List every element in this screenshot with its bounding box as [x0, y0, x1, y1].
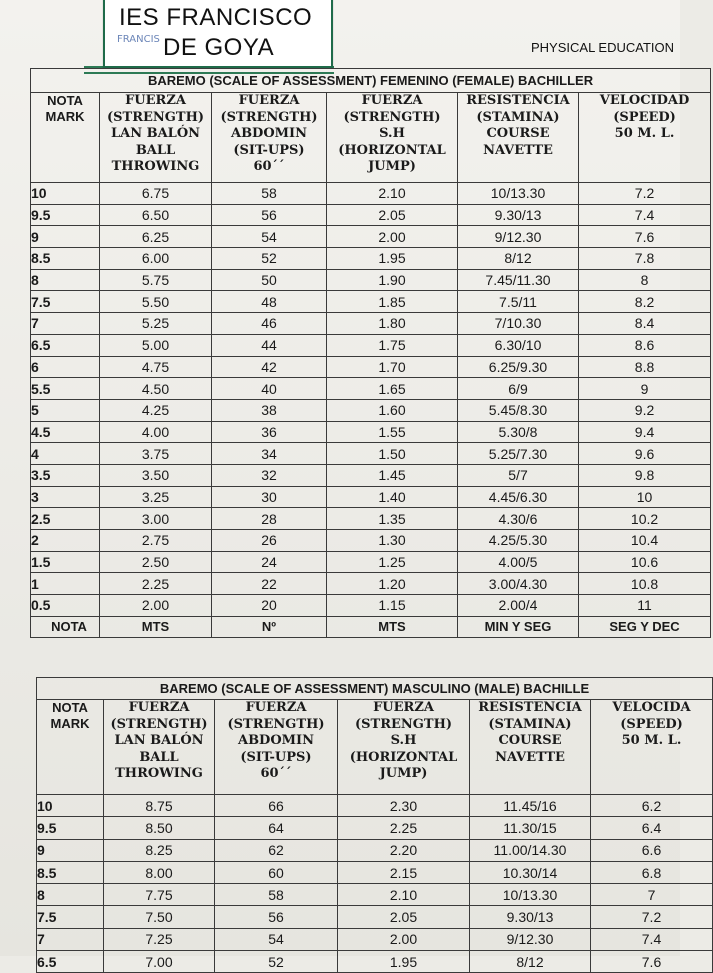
header-line: MARK — [50, 716, 90, 731]
column-header — [458, 93, 579, 183]
value-cell: 6.4 — [591, 817, 713, 839]
male-assessment-table — [36, 677, 713, 973]
value-cell: 5.45/8.30 — [458, 399, 579, 421]
value-cell: 8.6 — [579, 334, 711, 356]
header-line: BALL — [139, 749, 179, 765]
header-line: THROWING — [111, 159, 200, 174]
table-row — [31, 399, 711, 421]
value-cell: 7.00 — [104, 951, 215, 973]
header-line: (HORIZONTAL — [349, 749, 458, 765]
header-line: THROWING — [115, 766, 203, 781]
value-cell: 6.25/9.30 — [458, 356, 579, 378]
header-line: FUERZA — [245, 700, 307, 715]
mark-cell: 2.5 — [31, 508, 100, 530]
mark-cell: 3.5 — [31, 464, 100, 486]
value-cell: 4.45/6.30 — [458, 486, 579, 508]
value-cell: 8.25 — [104, 839, 215, 861]
value-cell: 64 — [215, 817, 338, 839]
value-cell: 36 — [212, 421, 327, 443]
value-cell: 10/13.30 — [470, 884, 591, 906]
value-cell: 6.50 — [100, 204, 212, 226]
value-cell: 6.75 — [100, 183, 212, 205]
header-line: NAVETTE — [495, 749, 565, 765]
header-line: COURSE — [486, 126, 550, 141]
value-cell: 40 — [212, 378, 327, 400]
mark-cell: 6.5 — [31, 334, 100, 356]
value-cell: 50 — [212, 269, 327, 291]
value-cell: 7.5/11 — [458, 291, 579, 313]
header-line: (STAMINA) — [488, 716, 572, 732]
header-line: FUERZA — [128, 700, 190, 715]
school-name-line2: DE GOYA — [163, 34, 275, 61]
header-line: JUMP) — [379, 766, 428, 781]
table-row — [37, 884, 713, 906]
value-cell: 1.85 — [327, 291, 458, 313]
value-cell: 1.80 — [327, 313, 458, 335]
value-cell: 8.4 — [579, 313, 711, 335]
value-cell: 24 — [212, 551, 327, 573]
value-cell: 52 — [215, 951, 338, 973]
value-cell: 30 — [212, 486, 327, 508]
value-cell: 2.75 — [100, 530, 212, 552]
value-cell: 4.25/5.30 — [458, 530, 579, 552]
column-header — [100, 93, 212, 183]
value-cell: 1.25 — [327, 551, 458, 573]
school-name-line1: IES FRANCISCO — [119, 4, 313, 31]
caption-row — [37, 678, 713, 700]
value-cell: 9 — [579, 378, 711, 400]
value-cell: 8/12 — [458, 248, 579, 270]
value-cell: 58 — [212, 183, 327, 205]
table-row — [37, 839, 713, 861]
value-cell: 44 — [212, 334, 327, 356]
table-row — [31, 464, 711, 486]
mark-cell: 1.5 — [31, 551, 100, 573]
value-cell: 1.75 — [327, 334, 458, 356]
mark-cell: 5.5 — [31, 378, 100, 400]
header-line: MARK — [45, 109, 85, 124]
value-cell: 26 — [212, 530, 327, 552]
value-cell: 8.00 — [104, 861, 215, 883]
unit-cell: MIN Y SEG — [458, 616, 579, 637]
value-cell: 3.00/4.30 — [458, 573, 579, 595]
unit-cell: Nº — [212, 616, 327, 637]
mark-cell: 1 — [31, 573, 100, 595]
value-cell: 4.25 — [100, 399, 212, 421]
table-row — [31, 443, 711, 465]
header-line: FUERZA — [238, 93, 300, 108]
school-logo-box — [103, 0, 333, 68]
value-cell: 6.00 — [100, 248, 212, 270]
value-cell: 32 — [212, 464, 327, 486]
table-row — [31, 291, 711, 313]
mark-cell: 4.5 — [31, 421, 100, 443]
value-cell: 6.2 — [591, 795, 713, 817]
value-cell: 2.00 — [338, 928, 470, 950]
value-cell: 2.00 — [327, 226, 458, 248]
column-header — [327, 93, 458, 183]
header-line: ABDOMIN — [230, 126, 308, 141]
value-cell: 7.6 — [591, 951, 713, 973]
mark-cell: 8.5 — [37, 861, 104, 883]
value-cell: 9.6 — [579, 443, 711, 465]
value-cell: 5.50 — [100, 291, 212, 313]
table-row — [31, 334, 711, 356]
value-cell: 6.30/10 — [458, 334, 579, 356]
header-line: VELOCIDA — [612, 700, 691, 715]
value-cell: 9/12.30 — [470, 928, 591, 950]
header-line: (HORIZONTAL — [338, 142, 446, 158]
value-cell: 10.8 — [579, 573, 711, 595]
column-header — [212, 93, 327, 183]
value-cell: 2.05 — [327, 204, 458, 226]
value-cell: 60 — [215, 861, 338, 883]
value-cell: 7.2 — [591, 906, 713, 928]
column-header — [215, 700, 338, 795]
mark-cell: 8 — [37, 884, 104, 906]
value-cell: 2.25 — [338, 817, 470, 839]
header-line: RESISTENCIA — [466, 93, 570, 108]
table-row — [31, 356, 711, 378]
value-cell: 1.95 — [338, 951, 470, 973]
table-row — [37, 795, 713, 817]
value-cell: 7.4 — [591, 928, 713, 950]
value-cell: 2.30 — [338, 795, 470, 817]
column-header — [37, 700, 104, 795]
header-line: (STAMINA) — [476, 109, 560, 125]
header-line: S.H — [379, 126, 405, 141]
value-cell: 6.6 — [591, 839, 713, 861]
value-cell: 2.25 — [100, 573, 212, 595]
value-cell: 1.35 — [327, 508, 458, 530]
value-cell: 7.45/11.30 — [458, 269, 579, 291]
value-cell: 4.30/6 — [458, 508, 579, 530]
value-cell: 2.10 — [327, 183, 458, 205]
table-row — [31, 573, 711, 595]
header-line: (SPEED) — [620, 716, 683, 732]
header-line: LAN BALÓN — [110, 126, 201, 141]
mark-cell: 7 — [31, 313, 100, 335]
column-header — [591, 700, 713, 795]
table-row — [37, 928, 713, 950]
value-cell: 10.2 — [579, 508, 711, 530]
value-cell: 1.15 — [327, 595, 458, 617]
mark-cell: 5 — [31, 399, 100, 421]
table-row — [31, 421, 711, 443]
value-cell: 11.45/16 — [470, 795, 591, 817]
value-cell: 8.75 — [104, 795, 215, 817]
header-line: (STRENGTH) — [106, 109, 205, 125]
column-header — [579, 93, 711, 183]
mark-cell: 0.5 — [31, 595, 100, 617]
value-cell: 38 — [212, 399, 327, 421]
value-cell: 5.00 — [100, 334, 212, 356]
table-row — [31, 530, 711, 552]
value-cell: 2.50 — [100, 551, 212, 573]
table-row — [31, 183, 711, 205]
mark-cell: 9.5 — [31, 204, 100, 226]
header-line: (SIT-UPS) — [233, 142, 305, 158]
value-cell: 3.00 — [100, 508, 212, 530]
mark-cell: 7 — [37, 928, 104, 950]
table-row — [31, 204, 711, 226]
mark-cell: 6.5 — [37, 951, 104, 973]
mark-cell: 9 — [31, 226, 100, 248]
value-cell: 7.8 — [579, 248, 711, 270]
value-cell: 2.00 — [100, 595, 212, 617]
header-line: FUERZA — [373, 700, 434, 715]
header-line: 60´´ — [260, 766, 292, 781]
value-cell: 1.30 — [327, 530, 458, 552]
value-cell: 7/10.30 — [458, 313, 579, 335]
column-header — [104, 700, 215, 795]
value-cell: 7 — [591, 884, 713, 906]
table-row — [37, 817, 713, 839]
value-cell: 3.25 — [100, 486, 212, 508]
table-row — [37, 906, 713, 928]
value-cell: 5.25/7.30 — [458, 443, 579, 465]
value-cell: 5.30/8 — [458, 421, 579, 443]
value-cell: 11.00/14.30 — [470, 839, 591, 861]
header-line: FUERZA — [125, 93, 186, 108]
header-line: NOTA — [47, 93, 83, 108]
unit-cell: MTS — [100, 616, 212, 637]
mark-cell: 8 — [31, 269, 100, 291]
value-cell: 66 — [215, 795, 338, 817]
value-cell: 2.20 — [338, 839, 470, 861]
mark-cell: 2 — [31, 530, 100, 552]
value-cell: 52 — [212, 248, 327, 270]
value-cell: 58 — [215, 884, 338, 906]
value-cell: 8.8 — [579, 356, 711, 378]
value-cell: 8.2 — [579, 291, 711, 313]
table-row — [37, 951, 713, 973]
value-cell: 1.65 — [327, 378, 458, 400]
unit-cell: SEG Y DEC — [579, 616, 711, 637]
table-row — [31, 551, 711, 573]
value-cell: 6.8 — [591, 861, 713, 883]
header-line: VELOCIDAD — [599, 93, 690, 108]
mark-cell: 6 — [31, 356, 100, 378]
header-line: COURSE — [498, 733, 562, 748]
value-cell: 10.4 — [579, 530, 711, 552]
header-line: 60´´ — [253, 159, 285, 174]
value-cell: 7.4 — [579, 204, 711, 226]
header-line: 50 M. L. — [621, 733, 682, 748]
table-row — [31, 313, 711, 335]
header-line: NOTA — [52, 700, 88, 715]
value-cell: 8 — [579, 269, 711, 291]
header-line: 50 M. L. — [614, 126, 675, 141]
table-row — [37, 861, 713, 883]
subject-title: PHYSICAL EDUCATION — [531, 40, 675, 55]
header-line: (STRENGTH) — [110, 716, 208, 732]
value-cell: 5.25 — [100, 313, 212, 335]
value-cell: 8.50 — [104, 817, 215, 839]
value-cell: 2.05 — [338, 906, 470, 928]
table-row — [31, 595, 711, 617]
value-cell: 1.70 — [327, 356, 458, 378]
header-line: NAVETTE — [483, 142, 553, 158]
header-line: (STRENGTH) — [220, 109, 318, 125]
header-line: LAN BALÓN — [114, 733, 204, 748]
mark-cell: 9.5 — [37, 817, 104, 839]
column-header — [338, 700, 470, 795]
mark-cell: 4 — [31, 443, 100, 465]
value-cell: 2.10 — [338, 884, 470, 906]
header-row — [37, 700, 713, 795]
value-cell: 54 — [212, 226, 327, 248]
value-cell: 22 — [212, 573, 327, 595]
value-cell: 34 — [212, 443, 327, 465]
header-line: S.H — [390, 733, 417, 748]
mark-cell: 10 — [37, 795, 104, 817]
value-cell: 7.75 — [104, 884, 215, 906]
table-row — [31, 248, 711, 270]
value-cell: 20 — [212, 595, 327, 617]
value-cell: 10 — [579, 486, 711, 508]
value-cell: 10/13.30 — [458, 183, 579, 205]
value-cell: 11.30/15 — [470, 817, 591, 839]
table-row — [31, 226, 711, 248]
header-line: BALL — [135, 142, 176, 158]
value-cell: 9.30/13 — [458, 204, 579, 226]
value-cell: 4.50 — [100, 378, 212, 400]
value-cell: 42 — [212, 356, 327, 378]
value-cell: 2.15 — [338, 861, 470, 883]
column-header — [470, 700, 591, 795]
value-cell: 7.50 — [104, 906, 215, 928]
value-cell: 5.75 — [100, 269, 212, 291]
value-cell: 1.90 — [327, 269, 458, 291]
table-row — [31, 378, 711, 400]
value-cell: 7.6 — [579, 226, 711, 248]
value-cell: 1.40 — [327, 486, 458, 508]
value-cell: 4.00 — [100, 421, 212, 443]
value-cell: 9.30/13 — [470, 906, 591, 928]
value-cell: 5/7 — [458, 464, 579, 486]
value-cell: 9.2 — [579, 399, 711, 421]
value-cell: 28 — [212, 508, 327, 530]
value-cell: 10.6 — [579, 551, 711, 573]
unit-cell: MTS — [327, 616, 458, 637]
value-cell: 1.50 — [327, 443, 458, 465]
unit-cell: NOTA — [31, 616, 100, 637]
table-row — [31, 269, 711, 291]
value-cell: 4.00/5 — [458, 551, 579, 573]
value-cell: 1.60 — [327, 399, 458, 421]
value-cell: 56 — [215, 906, 338, 928]
value-cell: 8/12 — [470, 951, 591, 973]
value-cell: 10.30/14 — [470, 861, 591, 883]
female-assessment-table — [30, 68, 711, 638]
value-cell: 1.45 — [327, 464, 458, 486]
column-header — [31, 93, 100, 183]
value-cell: 1.20 — [327, 573, 458, 595]
value-cell: 46 — [212, 313, 327, 335]
table-caption: BAREMO (SCALE OF ASSESSMENT) FEMENINO (FEMALE) BACHILLER — [31, 69, 711, 93]
header-line: (STRENGTH) — [354, 716, 453, 732]
value-cell: 3.75 — [100, 443, 212, 465]
value-cell: 4.75 — [100, 356, 212, 378]
header-line: (STRENGTH) — [343, 109, 441, 125]
header-line: ABDOMIN — [237, 733, 315, 748]
header-line: FUERZA — [361, 93, 423, 108]
value-cell: 9/12.30 — [458, 226, 579, 248]
value-cell: 9.8 — [579, 464, 711, 486]
mark-cell: 8.5 — [31, 248, 100, 270]
value-cell: 56 — [212, 204, 327, 226]
value-cell: 9.4 — [579, 421, 711, 443]
header-line: RESISTENCIA — [478, 700, 582, 715]
value-cell: 7.2 — [579, 183, 711, 205]
mark-cell: 10 — [31, 183, 100, 205]
units-row — [31, 616, 711, 637]
header-line: JUMP) — [368, 159, 416, 174]
handwritten-scribble: FRANCIS — [117, 34, 160, 45]
mark-cell: 7.5 — [37, 906, 104, 928]
table-row — [31, 486, 711, 508]
value-cell: 62 — [215, 839, 338, 861]
value-cell: 1.95 — [327, 248, 458, 270]
header-line: (SPEED) — [613, 109, 676, 125]
value-cell: 7.25 — [104, 928, 215, 950]
header-row — [31, 93, 711, 183]
value-cell: 3.50 — [100, 464, 212, 486]
header-line: (SIT-UPS) — [240, 749, 312, 765]
value-cell: 2.00/4 — [458, 595, 579, 617]
table-row — [31, 508, 711, 530]
caption-row — [31, 69, 711, 93]
mark-cell: 7.5 — [31, 291, 100, 313]
value-cell: 54 — [215, 928, 338, 950]
header-line: (STRENGTH) — [227, 716, 325, 732]
value-cell: 48 — [212, 291, 327, 313]
table-caption: BAREMO (SCALE OF ASSESSMENT) MASCULINO (MALE) BACHILLE — [37, 678, 713, 700]
value-cell: 6.25 — [100, 226, 212, 248]
value-cell: 1.55 — [327, 421, 458, 443]
mark-cell: 3 — [31, 486, 100, 508]
value-cell: 11 — [579, 595, 711, 617]
value-cell: 6/9 — [458, 378, 579, 400]
mark-cell: 9 — [37, 839, 104, 861]
